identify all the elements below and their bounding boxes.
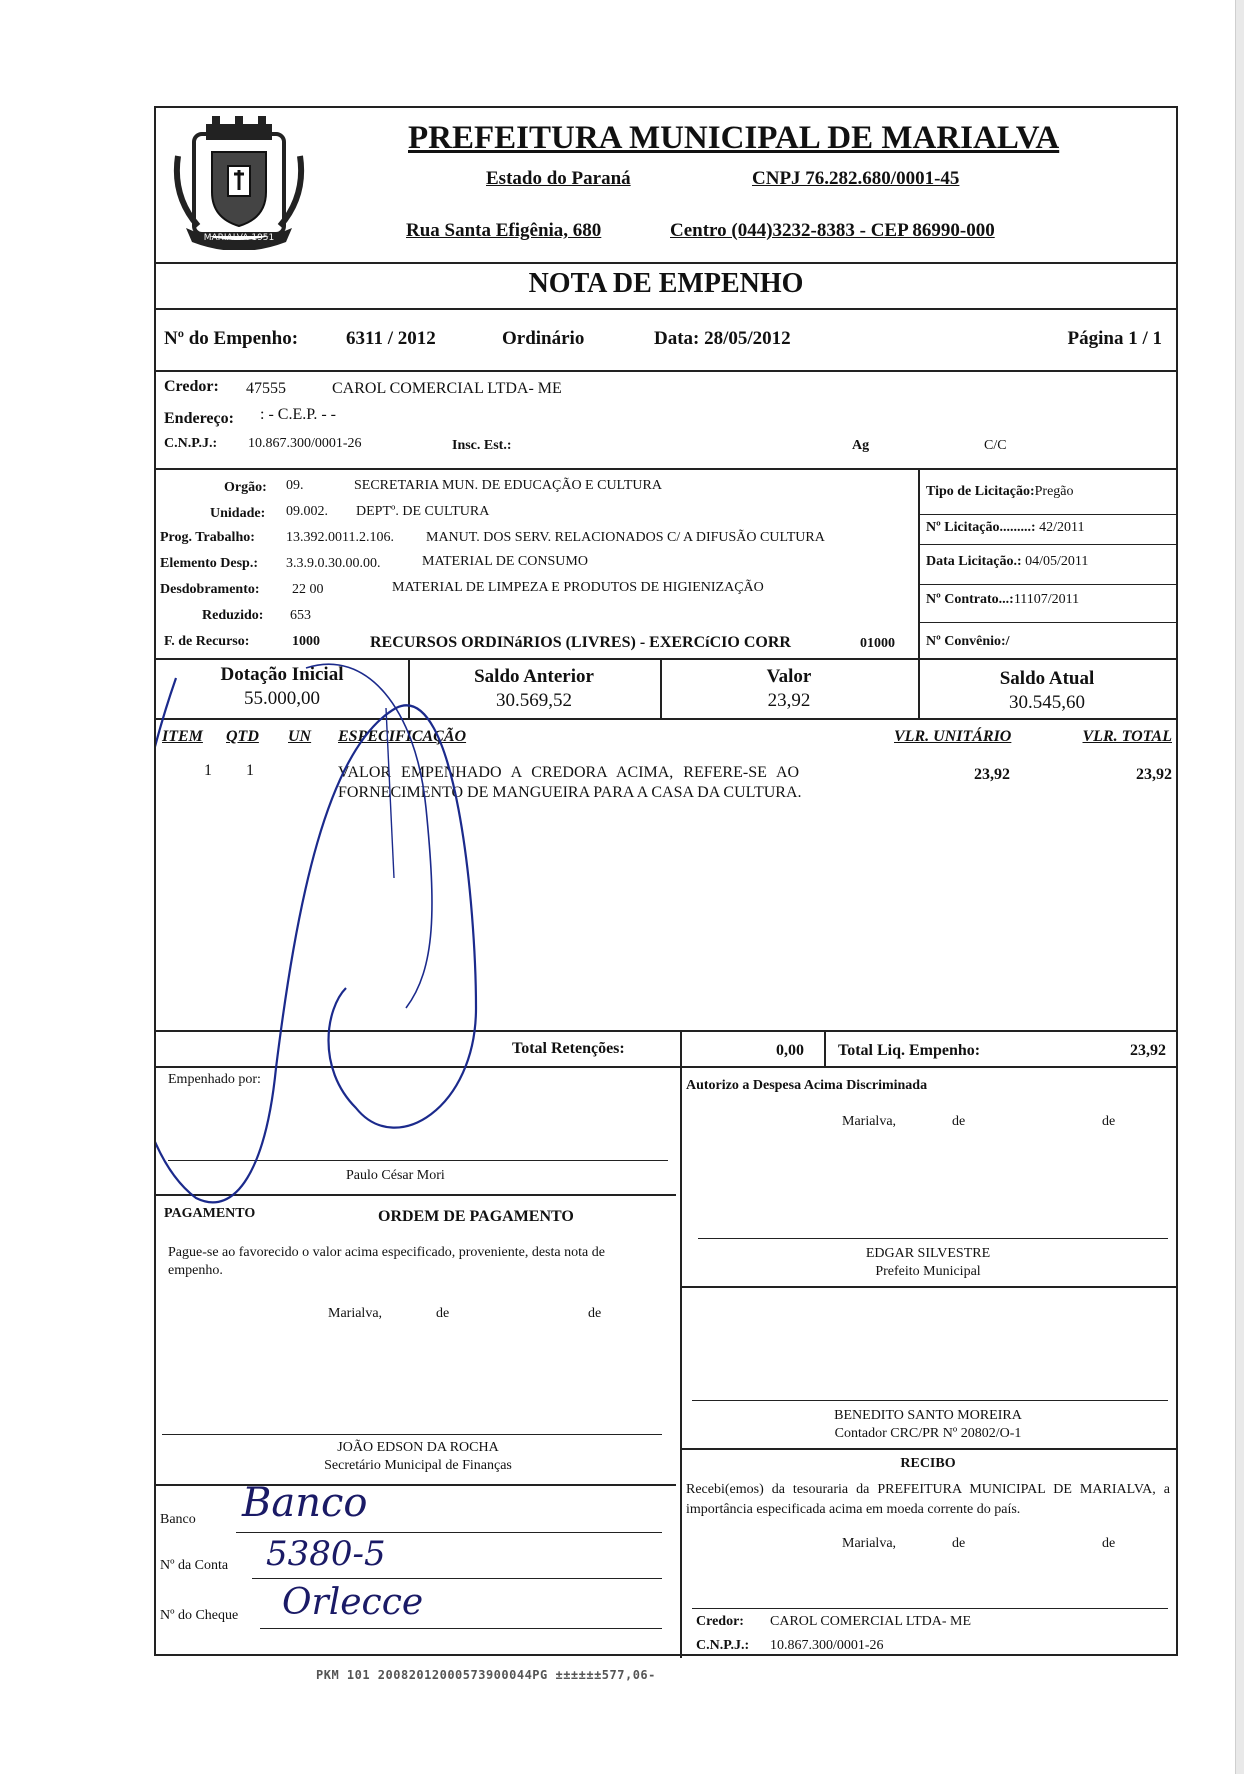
- row-qtd: 1: [246, 762, 254, 779]
- elemento-label: Elemento Desp.:: [160, 556, 258, 571]
- recibo-credor-name: CAROL COMERCIAL LTDA- ME: [770, 1614, 972, 1629]
- tipo-licitacao-value: Pregão: [1034, 484, 1074, 499]
- autorizo-place: Marialva,: [842, 1114, 897, 1129]
- empenho-date: Data: 28/05/2012: [654, 328, 791, 349]
- empenho-type: Ordinário: [502, 328, 585, 349]
- desdobramento-label: Desdobramento:: [160, 582, 260, 597]
- reduzido-label: Reduzido:: [202, 608, 264, 623]
- prog-trabalho-name: MANUT. DOS SERV. RELACIONADOS C/ A DIFUSÃO CULTURA: [426, 530, 825, 545]
- recibo-de1: de: [952, 1536, 966, 1551]
- reduzido-value: 653: [290, 608, 311, 623]
- contrato: [926, 592, 1079, 608]
- pagamento-de2: de: [588, 1306, 602, 1321]
- banco-label: Banco: [160, 1512, 196, 1527]
- contador-name: BENEDITO SANTO MOREIRA: [834, 1408, 1022, 1423]
- document-title: NOTA DE EMPENHO: [528, 268, 804, 299]
- recurso-label: F. de Recurso:: [164, 634, 250, 649]
- prog-trabalho-code: 13.392.0011.2.106.: [286, 530, 394, 545]
- data-licitacao: [926, 554, 1088, 570]
- recibo-cnpj-label: C.N.P.J.:: [696, 1638, 750, 1653]
- col-item: ITEM: [162, 728, 203, 745]
- dotacao-value: 55.000,00: [244, 688, 320, 709]
- liq-empenho-label: Total Liq. Empenho:: [838, 1042, 981, 1059]
- desdobramento-code: 22 00: [292, 582, 324, 597]
- banco-handwritten: Banco: [242, 1480, 368, 1526]
- data-licitacao-value: 04/05/2011: [1025, 554, 1089, 569]
- recibo-text: Recebi(emos) da tesouraria da PREFEITURA MUNICIPAL DE MARIALVA, a importância especificada acima em moeda corrente do país.: [686, 1482, 1170, 1517]
- recibo-place: Marialva,: [842, 1536, 897, 1551]
- dotacao-label: Dotação Inicial: [220, 664, 344, 685]
- liq-empenho-value: 23,92: [1130, 1042, 1166, 1059]
- row-total-value: 23,92: [1136, 766, 1172, 783]
- credor-name: CAROL COMERCIAL LTDA- ME: [332, 380, 562, 397]
- scan-edge: [1235, 0, 1244, 1774]
- contrato-label: Nº Contrato...:: [926, 592, 1014, 607]
- ordem-pagamento-label: ORDEM DE PAGAMENTO: [378, 1208, 574, 1225]
- empenho-number-label: Nº do Empenho:: [164, 328, 299, 349]
- saldo-anterior-value: 30.569,52: [496, 690, 572, 711]
- convenio-label: Nº Convênio:/: [926, 634, 1010, 649]
- numero-licitacao-value: 42/2011: [1039, 520, 1085, 535]
- conta-label: Nº da Conta: [160, 1558, 229, 1573]
- prefeito-name: EDGAR SILVESTRE: [865, 1246, 991, 1261]
- municipal-crest-icon: [172, 116, 306, 250]
- cheque-handwritten: Orlecce: [282, 1582, 424, 1623]
- street-address: Rua Santa Efigênia, 680: [406, 220, 602, 241]
- autorizo-de1: de: [952, 1114, 966, 1129]
- retencoes-label: Total Retenções:: [512, 1040, 625, 1057]
- unidade-name: DEPTº. DE CULTURA: [356, 504, 490, 519]
- unidade-label: Unidade:: [210, 506, 266, 521]
- numero-licitacao-label: Nº Licitação.........:: [926, 520, 1036, 535]
- empenho-number: 6311 / 2012: [346, 328, 436, 349]
- col-un: UN: [288, 728, 312, 745]
- prefeito-role: Prefeito Municipal: [875, 1264, 981, 1279]
- tipo-licitacao-label: [926, 484, 1074, 500]
- desdobramento-name: MATERIAL DE LIMPEZA E PRODUTOS DE HIGIENIZAÇÃO: [392, 580, 764, 595]
- credor-cnpj-label: C.N.P.J.:: [164, 436, 218, 451]
- cnpj-header: CNPJ 76.282.680/0001-45: [752, 168, 960, 189]
- row-desc-line1: VALOR EMPENHADO A CREDORA ACIMA, REFERE-SE AO: [338, 764, 800, 781]
- barcode-footer-code: PKM 101 20082012000573900044PG ±±±±±±577,06-: [316, 1668, 656, 1682]
- credor-label: Credor:: [164, 378, 219, 395]
- credor-cnpj: 10.867.300/0001-26: [248, 436, 362, 451]
- agency-label: Ag: [852, 438, 870, 453]
- recibo-label: RECIBO: [900, 1456, 956, 1471]
- tipo-licitacao-label-text: Tipo de Licitação:: [926, 484, 1035, 499]
- city-hall-title: PREFEITURA MUNICIPAL DE MARIALVA: [408, 120, 1060, 156]
- contador-role: Contador CRC/PR Nº 20802/O-1: [834, 1426, 1022, 1441]
- valor-label: Valor: [766, 666, 812, 687]
- row-item: 1: [204, 762, 212, 779]
- autorizo-de2: de: [1102, 1114, 1116, 1129]
- saldo-anterior-label: Saldo Anterior: [474, 666, 594, 687]
- pagamento-de1: de: [436, 1306, 450, 1321]
- col-vlr-unitario: VLR. UNITÁRIO: [894, 728, 1012, 745]
- secretario-name: JOÃO EDSON DA ROCHA: [337, 1440, 499, 1455]
- numero-licitacao: [926, 520, 1084, 536]
- row-unit-value: 23,92: [974, 766, 1010, 783]
- district-phone-cep: Centro (044)3232-8383 - CEP 86990-000: [670, 220, 995, 241]
- insc-est-label: Insc. Est.:: [452, 438, 512, 453]
- empenhado-name: Paulo César Mori: [346, 1168, 445, 1183]
- state-name: Estado do Paraná: [486, 168, 631, 189]
- recibo-credor-label: Credor:: [696, 1614, 744, 1629]
- address-label: Endereço:: [164, 410, 234, 427]
- empenhado-label: Empenhado por:: [168, 1072, 261, 1087]
- col-vlr-total: VLR. TOTAL: [1082, 728, 1172, 745]
- recurso-name: RECURSOS ORDINáRIOS (LIVRES) - EXERCíCIO CORR: [370, 634, 791, 651]
- saldo-atual-value: 30.545,60: [1009, 692, 1085, 713]
- cheque-label: Nº do Cheque: [160, 1608, 239, 1623]
- pagamento-place: Marialva,: [328, 1306, 383, 1321]
- col-especificacao: ESPECIFICAÇÃO: [338, 728, 467, 745]
- autorizo-label: Autorizo a Despesa Acima Discriminada: [686, 1078, 928, 1093]
- saldo-atual-label: Saldo Atual: [999, 668, 1095, 689]
- orgao-name: SECRETARIA MUN. DE EDUCAÇÃO E CULTURA: [354, 478, 662, 493]
- credor-code: 47555: [246, 380, 286, 397]
- recurso-number: 01000: [860, 636, 895, 651]
- elemento-name: MATERIAL DE CONSUMO: [422, 554, 588, 569]
- secretario-role: Secretário Municipal de Finanças: [324, 1458, 512, 1473]
- address-value: : - C.E.P. - -: [260, 406, 336, 423]
- col-qtd: QTD: [226, 728, 259, 745]
- retencoes-value: 0,00: [776, 1042, 804, 1059]
- data-licitacao-label: Data Licitação.:: [926, 554, 1022, 569]
- prog-trabalho-label: Prog. Trabalho:: [160, 530, 255, 545]
- orgao-label: Orgão:: [224, 480, 267, 495]
- page-number: Página 1 / 1: [1067, 328, 1162, 349]
- recibo-de2: de: [1102, 1536, 1116, 1551]
- recibo-cnpj-value: 10.867.300/0001-26: [770, 1638, 884, 1653]
- contrato-value: 11107/2011: [1013, 592, 1080, 607]
- recurso-code: 1000: [292, 634, 320, 649]
- pagamento-text: Pague-se ao favorecido o valor acima especificado, proveniente, desta nota de empenho.: [168, 1245, 605, 1278]
- unidade-code: 09.002.: [286, 504, 328, 519]
- valor-value: 23,92: [767, 690, 811, 711]
- conta-handwritten: 5380-5: [266, 1534, 386, 1574]
- row-desc-line2: FORNECIMENTO DE MANGUEIRA PARA A CASA DA CULTURA.: [338, 784, 802, 801]
- svg-text:MARIALVA 1951: MARIALVA 1951: [203, 233, 275, 243]
- elemento-code: 3.3.9.0.30.00.00.: [286, 556, 381, 571]
- orgao-code: 09.: [286, 478, 304, 493]
- pagamento-label: PAGAMENTO: [164, 1206, 256, 1221]
- account-label: C/C: [984, 438, 1007, 453]
- nota-de-empenho-form: [154, 106, 1178, 1656]
